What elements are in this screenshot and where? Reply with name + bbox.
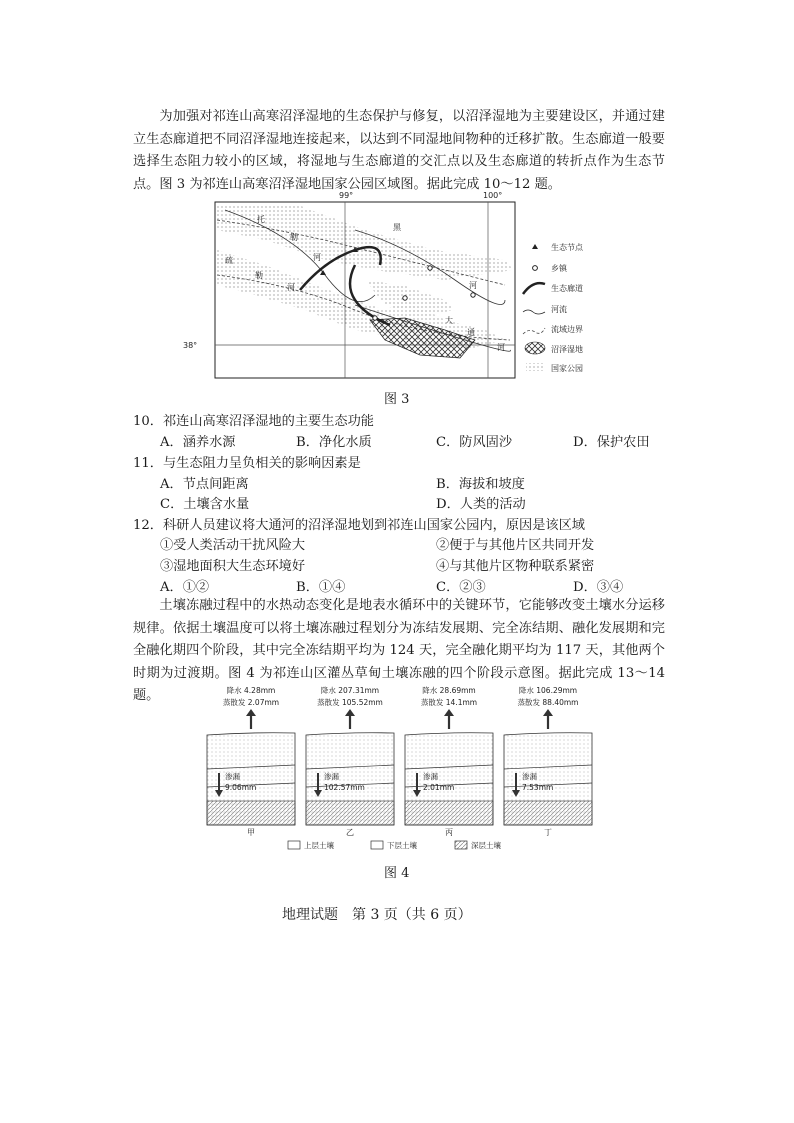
- lat-38-label: 38°: [183, 341, 198, 350]
- fig4-evap-1: 蒸散发 2.07mm: [222, 698, 280, 707]
- fig4-precip-4: 降水 106.29mm: [518, 686, 578, 695]
- map-label-le1: 勒: [290, 233, 298, 242]
- map-label-he3: 河: [469, 281, 477, 290]
- q10-option-c: C．防风固沙: [436, 435, 513, 450]
- town-2: [403, 296, 407, 300]
- legend-corridor-icon: [523, 283, 545, 294]
- town-3: [471, 293, 475, 297]
- q10-stem: 10．祁连山高寒沼泽湿地的主要生态功能: [133, 414, 374, 429]
- legend-upper-soil-icon: [288, 841, 300, 849]
- q10-option-a: A．涵养水源: [160, 435, 236, 450]
- q11-stem: 11．与生态阻力呈负相关的影响因素是: [133, 456, 361, 471]
- fig4-panel-1: [207, 685, 295, 837]
- lon-99-label: 99°: [339, 191, 354, 200]
- map-legend: [523, 242, 584, 373]
- legend-upper-soil-label: 上层土壤: [304, 841, 334, 850]
- fig4-evap-2: 蒸散发 105.52mm: [317, 698, 383, 707]
- q12-option-d: D．③④: [573, 580, 624, 595]
- map-frame: [215, 202, 515, 378]
- fig4-evap-arrowhead-1: [246, 709, 256, 716]
- figure-3-map: [183, 190, 765, 380]
- q12-stem: 12．科研人员建议将大通河的沼泽湿地划到祁连山国家公园内，原因是该区域: [133, 518, 585, 533]
- q12-item-3: ③湿地面积大生态环境好: [160, 559, 306, 574]
- fig4-leak-label-2: 渗漏: [324, 772, 339, 781]
- q12-item-2: ②便于与其他片区共同开发: [436, 538, 595, 553]
- town-4: [373, 316, 377, 320]
- map-label-le2: 勒: [255, 271, 263, 280]
- map-label-hei: 黑: [393, 223, 401, 232]
- fig4-panel-3: [405, 685, 493, 837]
- fig4-panel-name-4: 丁: [544, 828, 552, 837]
- q10-option-d: D．保护农田: [573, 435, 650, 450]
- fig4-leak-value-3: 2.01mm: [423, 783, 455, 792]
- intro-paragraph-1: 为加强对祁连山高寒沼泽湿地的生态保护与修复，以沼泽湿地为主要建设区，并通过建立生态廊道把不同沼泽湿地连接起来，以达到不同湿地间物种的迁移扩散。生态廊道一般要选择生态阻力较小的区域，将湿地与生态廊道的交汇点以及生态廊道的转折点作为生态节点。图 3 为祁连山高寒沼泽湿地国家公园区域图。据此完成 10～12 题。: [133, 109, 665, 192]
- fig4-precip-1: 降水 4.28mm: [226, 686, 276, 695]
- fig4-deep-soil-3: [405, 801, 493, 825]
- legend-lower-soil-label: 下层土壤: [387, 841, 417, 850]
- legend-deep-soil-icon: [455, 841, 467, 849]
- q11-option-c: C．土壤含水量: [160, 497, 250, 512]
- q10-option-b: B．净化水质: [296, 435, 372, 450]
- fig4-evap-arrowhead-4: [543, 709, 553, 716]
- map-label-he1: 河: [313, 253, 321, 262]
- map-label-da: 大: [445, 316, 453, 325]
- town-1: [428, 266, 432, 270]
- figure-3-caption: 图 3: [384, 392, 410, 407]
- legend-park-label: 国家公园: [551, 364, 583, 373]
- intro-paragraph-2: 土壤冻融过程中的水热动态变化是地表水循环中的关键环节，它能够改变土壤水分运移规律。依据土壤温度可以将土壤冻融过程划分为冻结发展期、完全冻结期、融化发展期和完全融化期四个阶段，其中完全冻结期平均为 124 天，完全融化期平均为 117 天，其他两个时期为过渡期。图 4 为祁连山区灌丛草甸土壤冻融的四个阶段示意图。据此完成 13～14 题。: [133, 598, 665, 703]
- map-label-shu: 疏: [225, 256, 233, 265]
- legend-corridor-label: 生态廊道: [551, 284, 583, 293]
- legend-boundary-label: 流域边界: [551, 325, 583, 334]
- q12-option-a: A．①②: [160, 580, 210, 595]
- fig4-deep-soil-4: [504, 801, 592, 825]
- legend-lower-soil-icon: [371, 841, 383, 849]
- fig4-leak-value-2: 102.57mm: [324, 783, 365, 792]
- legend-boundary-icon: [523, 328, 545, 334]
- q12-item-1: ①受人类活动干扰风险大: [160, 538, 306, 553]
- legend-town-icon: [533, 266, 538, 271]
- fig4-evap-3: 蒸散发 14.1mm: [420, 698, 478, 707]
- fig4-panel-name-3: 丙: [445, 828, 453, 837]
- q11-option-d: D．人类的活动: [436, 497, 526, 512]
- fig4-panel-4: [504, 685, 592, 837]
- fig4-leak-value-4: 7.53mm: [522, 783, 554, 792]
- figure-4-caption: 图 4: [384, 866, 410, 881]
- fig4-precip-2: 降水 207.31mm: [320, 686, 380, 695]
- fig4-precip-3: 降水 28.69mm: [422, 686, 476, 695]
- q11-option-b: B．海拔和坡度: [436, 477, 525, 492]
- legend-node-label: 生态节点: [551, 243, 583, 252]
- legend-river-icon: [523, 310, 545, 314]
- legend-node-icon: [532, 244, 538, 249]
- map-label-tong: 通: [467, 328, 475, 337]
- legend-deep-soil-label: 深层土壤: [471, 841, 501, 850]
- fig4-evap-arrowhead-2: [345, 709, 355, 716]
- fig4-leak-value-1: 9.06mm: [225, 783, 257, 792]
- legend-wetland-icon: [525, 342, 545, 354]
- lon-100-label: 100°: [483, 191, 503, 200]
- fig4-panel-name-2: 乙: [346, 828, 354, 837]
- fig4-evap-arrowhead-3: [444, 709, 454, 716]
- fig4-legend: [288, 840, 501, 850]
- legend-wetland-label: 沼泽湿地: [551, 345, 583, 354]
- fig4-deep-soil-1: [207, 801, 295, 825]
- map-label-he4: 河: [497, 343, 505, 352]
- fig4-panel-2: [306, 685, 394, 837]
- q11-option-a: A．节点间距离: [160, 477, 249, 492]
- q12-item-4: ④与其他片区物种联系紧密: [436, 559, 595, 574]
- fig4-leak-label-1: 渗漏: [225, 772, 240, 781]
- legend-park-icon: [526, 363, 544, 371]
- legend-river-label: 河流: [551, 305, 567, 314]
- fig4-evap-4: 蒸散发 88.40mm: [517, 698, 579, 707]
- legend-town-label: 乡镇: [551, 264, 567, 273]
- fig4-panel-name-1: 甲: [247, 828, 255, 837]
- fig4-leak-label-3: 渗漏: [423, 772, 438, 781]
- map-label-tuo: 托: [257, 215, 265, 224]
- figure-4-diagram: [203, 683, 579, 858]
- q12-option-c: C．②③: [436, 580, 486, 595]
- page-footer: 地理试题 第 3 页（共 6 页）: [282, 907, 472, 923]
- q12-option-b: B．①④: [296, 580, 346, 595]
- fig4-leak-label-4: 渗漏: [522, 772, 537, 781]
- map-label-he2: 河: [287, 283, 295, 292]
- fig4-deep-soil-2: [306, 801, 394, 825]
